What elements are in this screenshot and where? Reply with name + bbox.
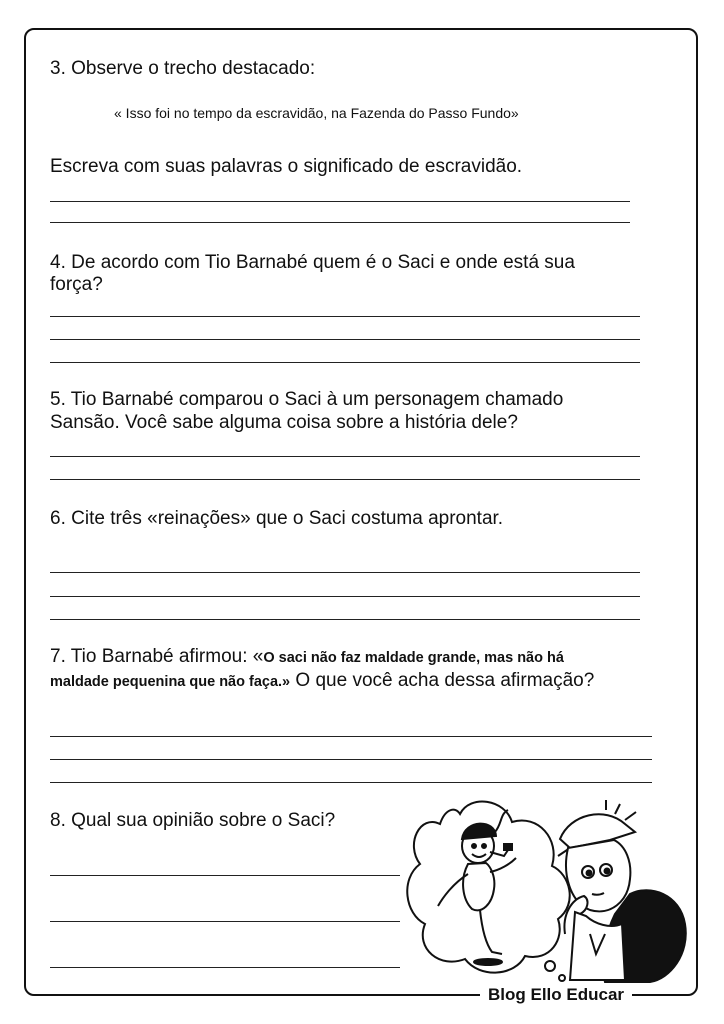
answer-line[interactable]	[50, 201, 630, 202]
question-4-line-2: força?	[50, 274, 103, 295]
question-8-text: 8. Qual sua opinião sobre o Saci?	[50, 810, 336, 831]
boy-icon	[558, 800, 686, 982]
question-5-line-2: Sansão. Você sabe alguma coisa sobre a história dele?	[50, 412, 518, 433]
question-6-text: 6. Cite três «reinações» que o Saci costuma aprontar.	[50, 508, 504, 529]
answer-line[interactable]	[50, 782, 652, 783]
answer-line[interactable]	[50, 316, 640, 317]
saci-and-boy-illustration	[400, 784, 690, 984]
answer-line[interactable]	[50, 222, 630, 223]
question-7-open-quote: «	[252, 646, 264, 667]
question-3-title: 3. Observe o trecho destacado:	[50, 58, 316, 79]
question-7-quote-part-2: maldade pequenina que não faça.»	[50, 674, 291, 690]
question-3-prompt: Escreva com suas palavras o significado de escravidão.	[50, 156, 523, 177]
question-7-line-2	[50, 670, 594, 693]
answer-line[interactable]	[50, 479, 640, 480]
question-7-question: O que você acha dessa afirmação?	[290, 670, 595, 691]
answer-line[interactable]	[50, 967, 400, 968]
question-7-intro: 7. Tio Barnabé afirmou:	[50, 646, 253, 667]
question-7-line-1	[50, 646, 564, 669]
answer-line[interactable]	[50, 921, 400, 922]
answer-line[interactable]	[50, 619, 640, 620]
answer-line[interactable]	[50, 759, 652, 760]
question-4-line-1: 4. De acordo com Tio Barnabé quem é o Saci e onde está sua	[50, 252, 575, 273]
answer-line[interactable]	[50, 596, 640, 597]
question-3-quote: « Isso foi no tempo da escravidão, na Fazenda do Passo Fundo»	[114, 105, 519, 121]
answer-line[interactable]	[50, 362, 640, 363]
answer-line[interactable]	[50, 736, 652, 737]
question-7-quote-part-1: O saci não faz maldade grande, mas não há	[263, 650, 564, 666]
answer-line[interactable]	[50, 875, 400, 876]
answer-line[interactable]	[50, 572, 640, 573]
answer-line[interactable]	[50, 456, 640, 457]
footer-credit: Blog Ello Educar	[480, 985, 632, 1005]
question-5-line-1: 5. Tio Barnabé comparou o Saci à um personagem chamado	[50, 389, 564, 410]
answer-line[interactable]	[50, 339, 640, 340]
